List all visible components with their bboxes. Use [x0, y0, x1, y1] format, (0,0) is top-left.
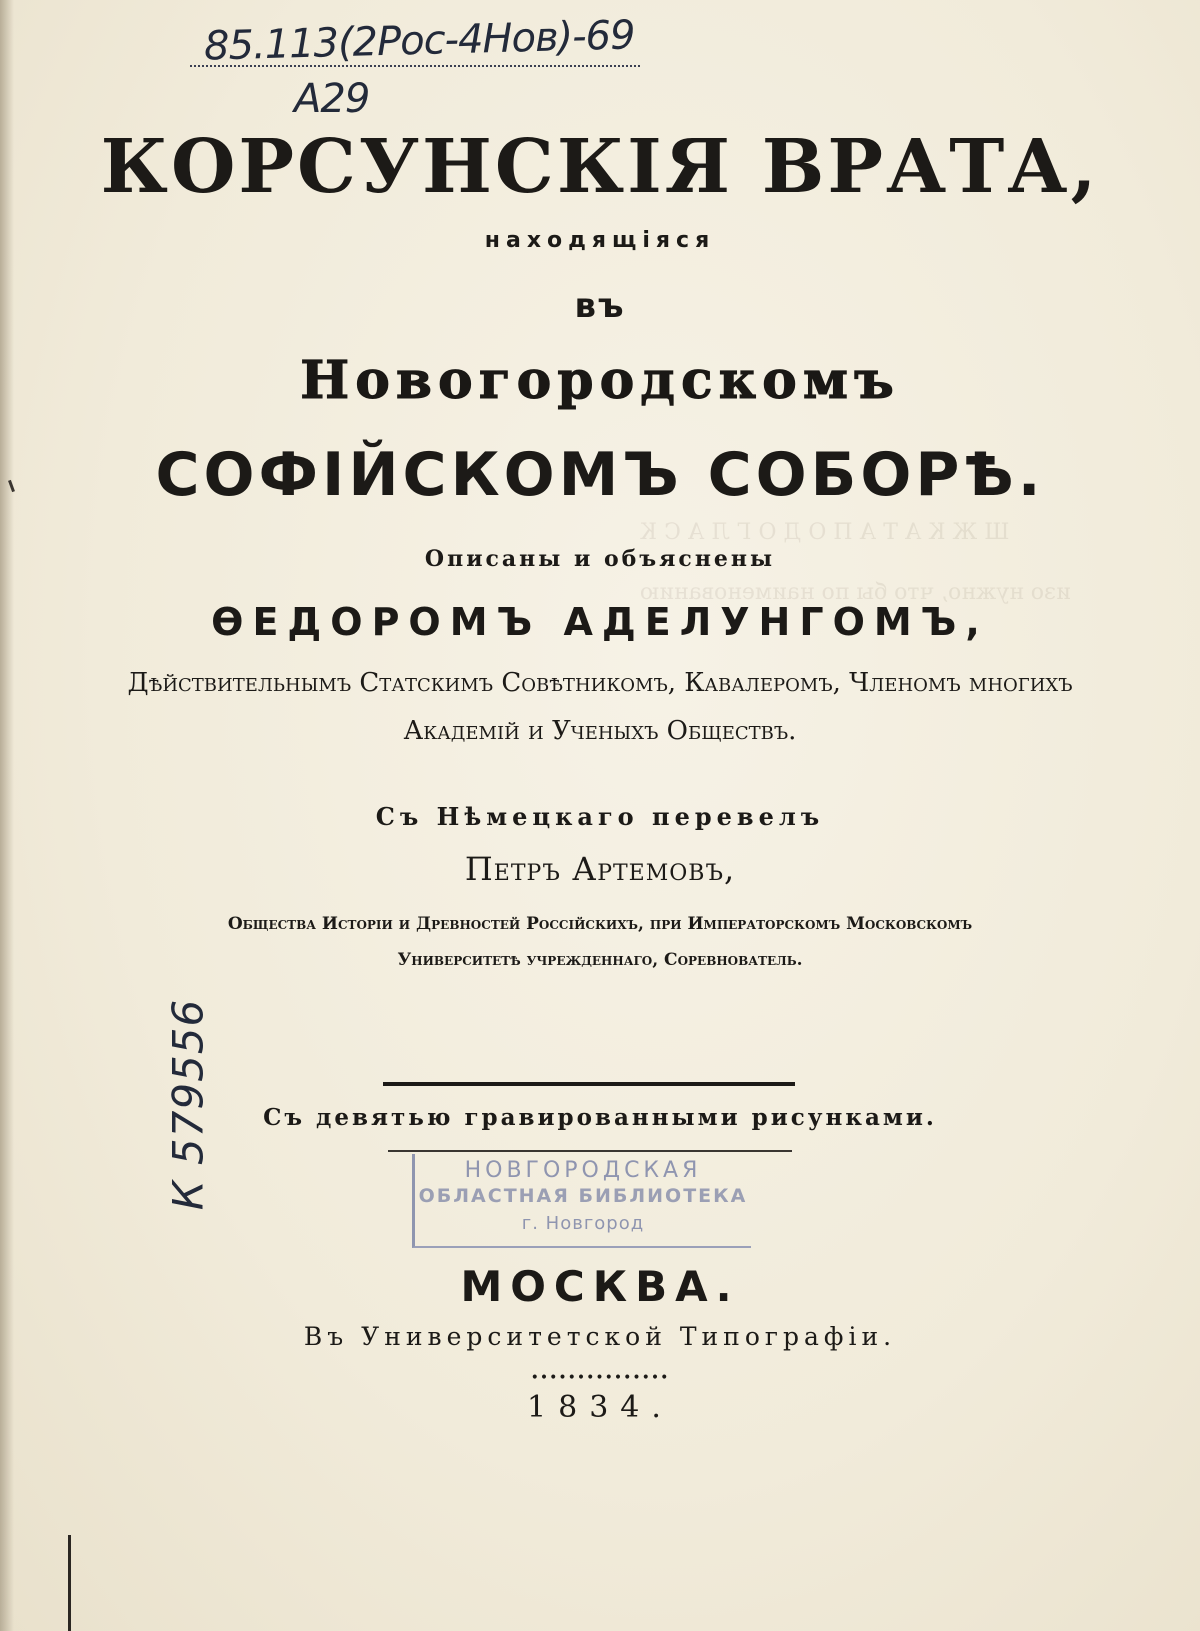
handwritten-shelf-mark: А29	[294, 76, 370, 122]
imprint-city: МОСКВА.	[460, 1262, 740, 1311]
author-ranks-line-2: Академій и Ученыхъ Обществъ.	[403, 716, 797, 746]
described-by-line: Описаны и объяснены	[424, 546, 776, 572]
thin-rule	[388, 1150, 792, 1152]
translated-from-line: Съ Нѣмецкаго перевелъ	[375, 802, 825, 831]
stamp-line-1: НОВГОРОДСКАЯ	[464, 1158, 702, 1183]
show-through-text: изо нужно, что бы по наименованию	[640, 580, 1071, 605]
stamp-line-2: ОБЛАСТНАЯ БИБЛИОТЕКА	[418, 1185, 748, 1207]
subtitle-novgorod-text: Новогородскомъ	[300, 350, 900, 411]
subtitle-cathedral: СОФІЙСКОМЪ СОБОРѢ.	[155, 440, 1045, 510]
imprint-ornament: •••••••••••••••	[530, 1370, 670, 1386]
engravings-note: Съ девятью гравированными рисунками.	[263, 1104, 937, 1131]
call-number-underline	[190, 65, 640, 67]
translator-society-line-2: Университетѣ учрежденнаго, Соревнователь.	[397, 950, 803, 970]
show-through-text: Ш Ж К А Т А П О Д О Г Л А С К	[640, 520, 1010, 545]
subtitle-found: находящіяся	[484, 228, 716, 253]
author-ranks-line-1: Дѣйствительнымъ Статскимъ Совѣтникомъ, Кавалеромъ, Членомъ многихъ	[127, 668, 1073, 698]
horizontal-rule	[383, 1082, 795, 1086]
book-title: КОРСУНСКІЯ ВРАТА,	[100, 124, 1100, 210]
stamp-line-3: г. Новгород	[521, 1213, 645, 1234]
imprint-press: Въ Университетской Типографіи.	[303, 1322, 897, 1351]
author-name: ѲЕДОРОМЪ АДЕЛУНГОМЪ,	[211, 600, 989, 644]
library-stamp	[412, 1154, 751, 1248]
handwritten-call-number: 85.113(2Рос-4Нов)-69	[203, 12, 636, 70]
subtitle-novgorod	[0, 350, 1200, 411]
translator-name: Петръ Артемовъ,	[464, 850, 736, 888]
subtitle-in: въ	[574, 286, 626, 326]
imprint-year: 1834.	[527, 1390, 673, 1425]
binding-mark	[68, 1535, 71, 1631]
handwritten-inventory-number: К 579556	[163, 998, 213, 1211]
translator-society-line-1: Общества Исторіи и Древностей Россійскихъ, при Императорскомъ Московскомъ	[227, 914, 973, 934]
